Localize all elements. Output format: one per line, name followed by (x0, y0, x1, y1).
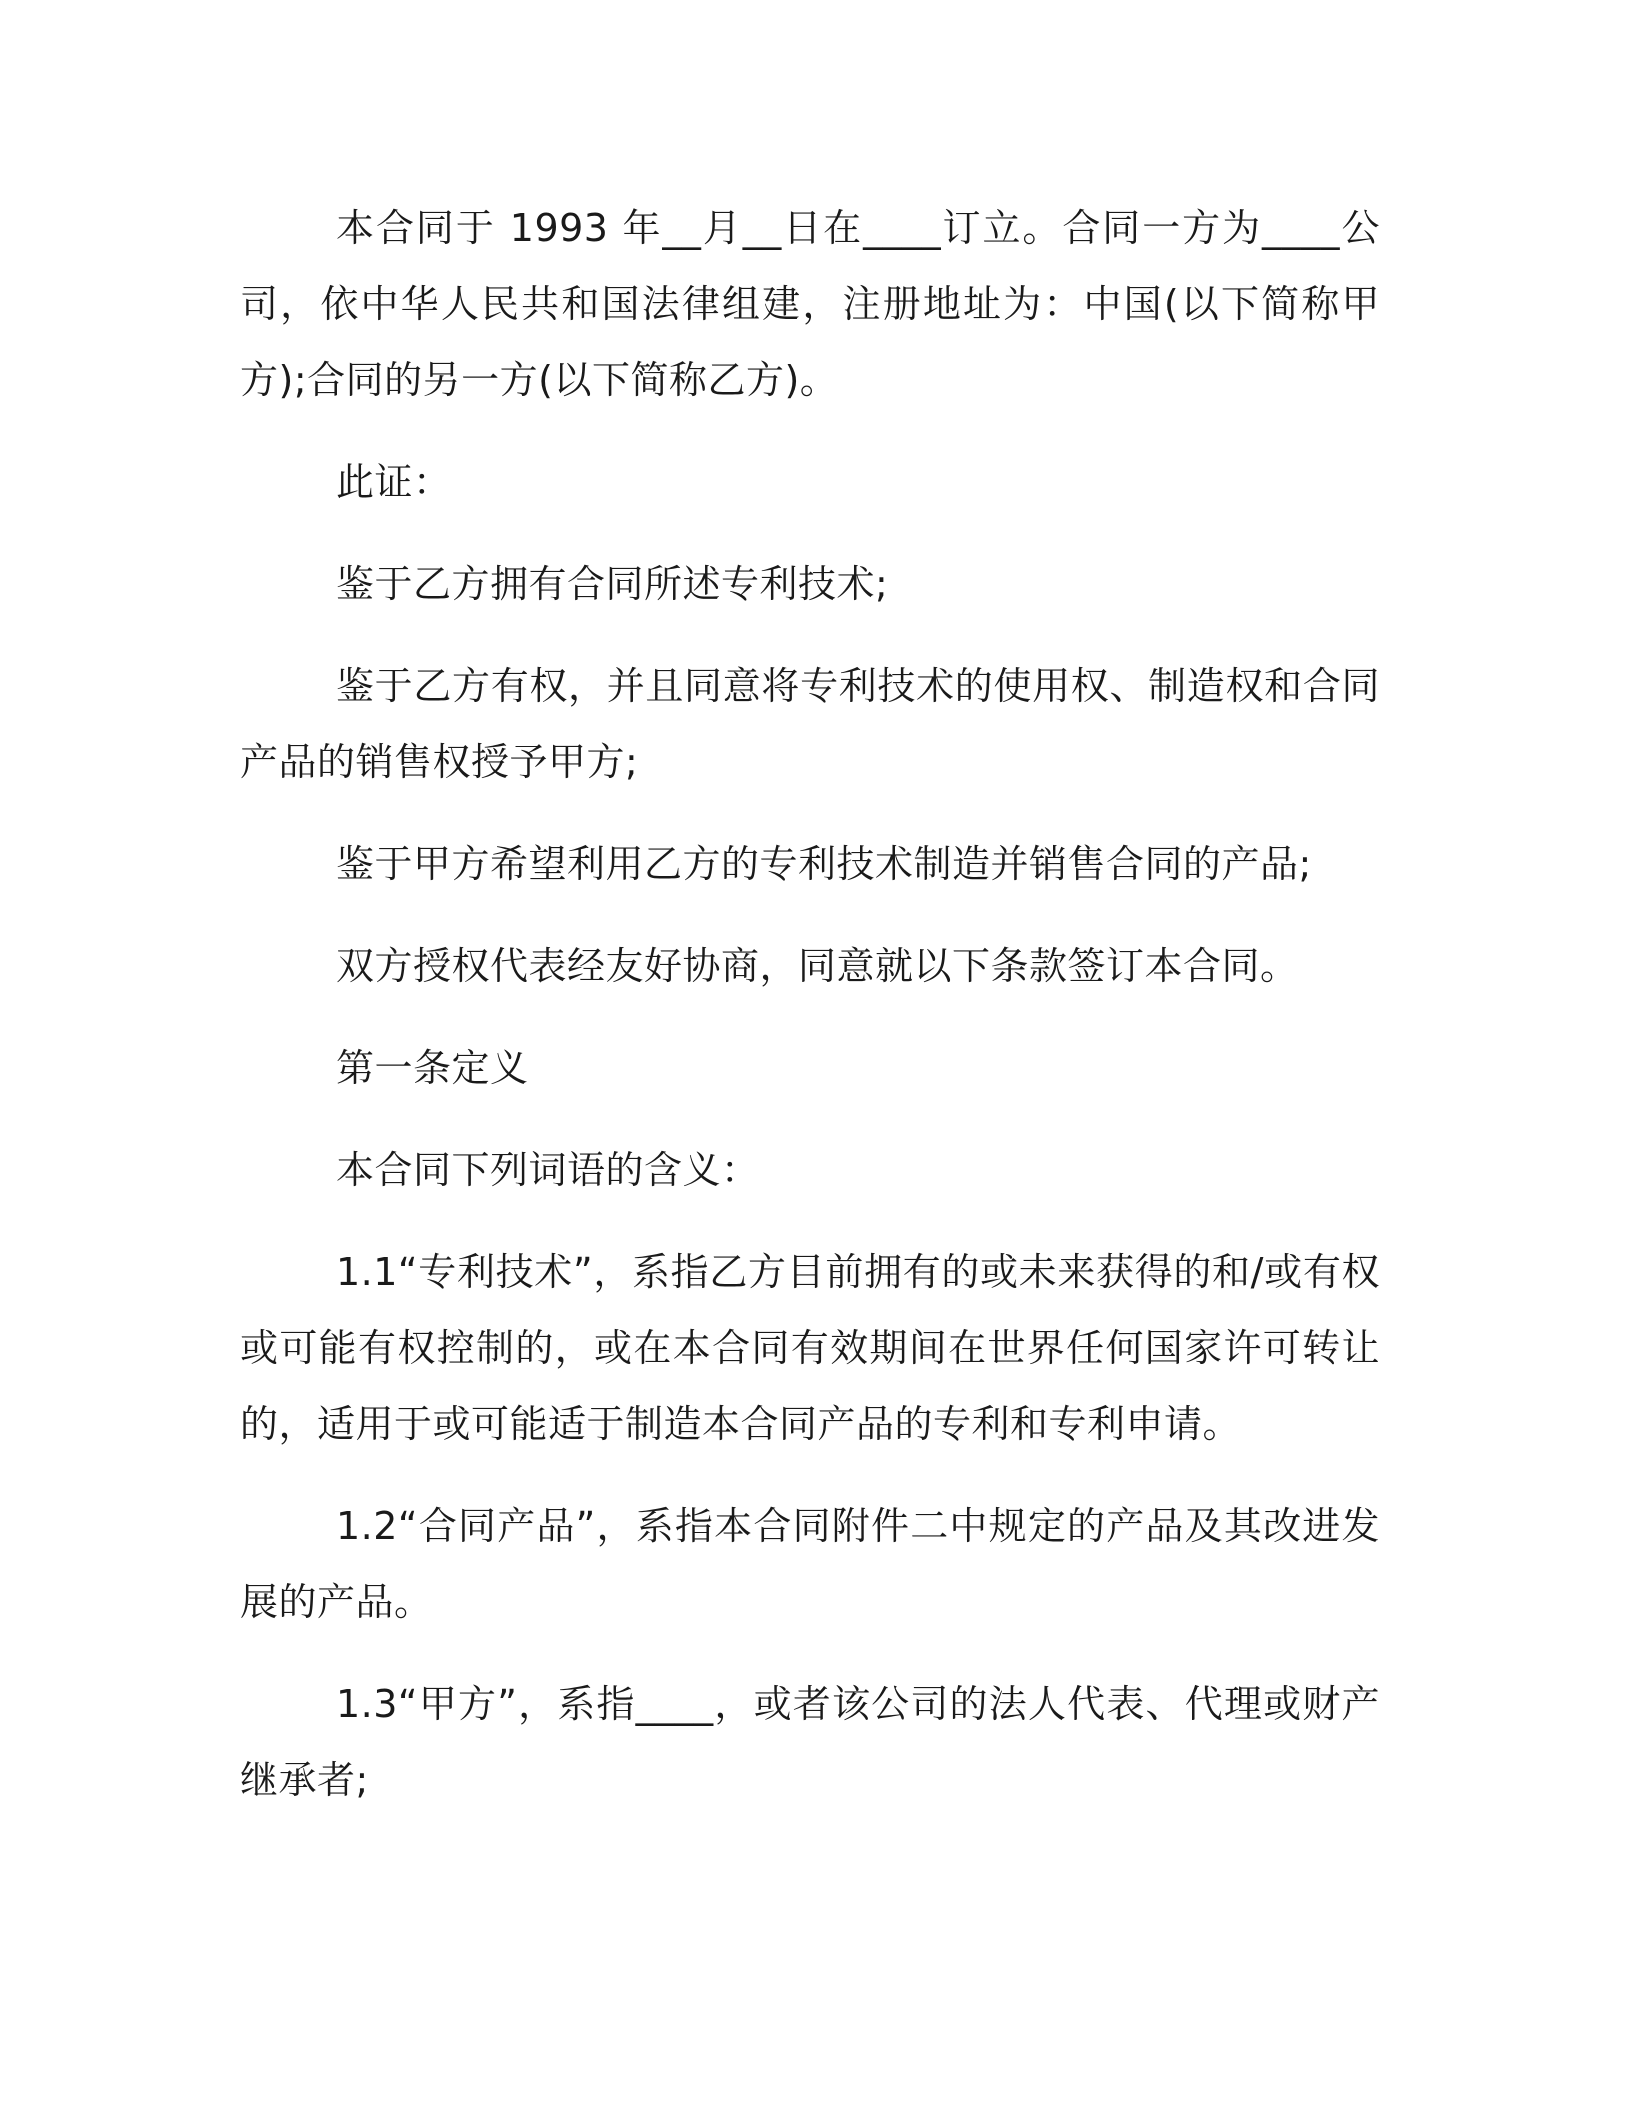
agreement-statement: 双方授权代表经友好协商，同意就以下条款签订本合同。 (336, 944, 1299, 988)
definition-1-2: 1.2“合同产品”，系指本合同附件二中规定的产品及其改进发展的产品。 (240, 1504, 1380, 1624)
recital-1: 鉴于乙方拥有合同所述专利技术; (336, 562, 889, 606)
recital-3: 鉴于甲方希望利用乙方的专利技术制造并销售合同的产品; (336, 842, 1312, 886)
definitions-intro: 本合同下列词语的含义： (336, 1148, 760, 1192)
document-page (240, 190, 1380, 1818)
witness-clause: 此证： (336, 460, 452, 504)
article-1-heading: 第一条定义 (336, 1046, 529, 1090)
definition-1-3: 1.3“甲方”，系指____，或者该公司的法人代表、代理或财产继承者; (240, 1682, 1380, 1802)
definition-1-1: 1.1“专利技术”，系指乙方目前拥有的或未来获得的和/或有权或可能有权控制的，或在本合同有效期间在世界任何国家许可转让的，适用于或可能适于制造本合同产品的专利和专利申请。 (240, 1250, 1380, 1446)
contract-preamble: 本合同于 1993 年__月__日在____订立。合同一方为____公司，依中华人民共和国法律组建，注册地址为：中国(以下简称甲方);合同的另一方(以下简称乙方)。 (240, 206, 1381, 402)
recital-2: 鉴于乙方有权，并且同意将专利技术的使用权、制造权和合同产品的销售权授予甲方; (240, 664, 1380, 784)
